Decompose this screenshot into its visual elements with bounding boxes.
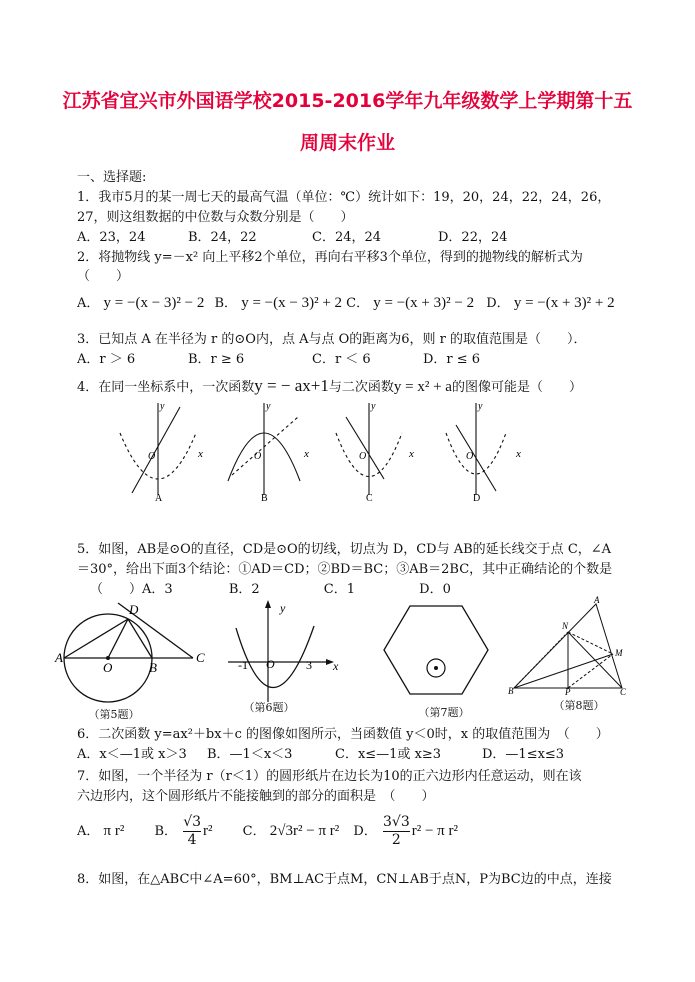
q4-graph-d [446,401,521,504]
q4-origin-label: O [359,451,367,462]
figure-5 [54,602,205,702]
q6-option-a: A．x＜—1或 x＞3 [77,747,187,762]
q2-option-a: y = −(x − 3)² − 2 [103,295,205,311]
q4-origin-label: O [148,451,156,462]
q4-choice-label: D [473,493,481,504]
q4-graph-b [228,401,309,504]
q3-option-a: A．r ＞ 6 [77,352,136,367]
fig6-caption: （第6题） [243,701,295,714]
q6-option-d: D．—1≤x≤3 [482,747,565,762]
q4-choice-label: B [261,493,268,504]
q1-option-a: A．23，24 [77,230,146,245]
fig8-label-b: B [508,686,514,696]
section-heading: 一、选择题: [77,170,147,185]
q7-line2: 六边形内，这个圆形纸片不能接触到的部分的面积是 （ ） [77,789,435,804]
q4-origin-label: O [254,451,262,462]
fig5-label-b: B [149,660,157,675]
fig8-label-c: C [620,687,627,697]
q1-option-b: B．24，22 [188,230,257,245]
q2-option-a-label: A． [77,296,100,311]
q5-answer-paren: （ ） [90,582,143,597]
q7-option-d-fraction [383,814,410,849]
q7-option-a: π r² [103,823,125,839]
fig8-caption: （第8题） [553,699,605,712]
fig5-label-a: A [55,650,63,665]
q4-mid: 与二次函数 [328,380,394,395]
doc-title-line2: 周周末作业 [299,132,395,154]
q3-line1: 3．已知点 A 在半径为 r 的⊙O内，点 A与点 O的距离为6，则 r 的取值范围是（ ）． [77,332,587,347]
q2-option-c: y = −(x + 3)² − 2 [373,295,475,311]
q4-suffix: 的图像可能是（ ） [451,380,582,395]
q2-line1: 2．将抛物线 y=－x² 向上平移2个单位，再向右平移3个单位，得到的抛物线的解析式为 [77,250,583,265]
q2-option-b: y = −(x − 3)² + 2 [241,295,343,311]
q6-line1: 6．二次函数 y=ax²＋bx＋c 的图像如图所示，当函数值 y＜0时，x 的取值范围为 （ ） [77,727,609,742]
q2-option-c-label: C． [346,296,370,311]
q8-line1: 8．如图，在△ABC中∠A=60°，BM⊥AC于点M，CN⊥AB于点N，P为BC边的中点，连接 [77,872,612,887]
q4-graphs [0,395,695,515]
q5-option-d: D．0 [419,582,451,597]
q4-axis-x-label: x [516,448,521,460]
fig5-label-o: O [103,660,113,675]
q5-line2: ＝30°，给出下面3个结论：①AD＝CD；②BD＝BC；③AB＝2BC，其中正确结论的个数是 [77,562,613,577]
q2-line2: （ ） [77,269,130,284]
fig6-label-neg1: -1 [238,658,248,672]
q5-line1: 5．如图，AB是⊙O的直径，CD是⊙O的切线，切点为 D，CD与 AB的延长线交于点 C，∠A [77,542,612,557]
q7-option-b-numerator: √3 [183,814,202,830]
q2-option-d: y = −(x + 3)² + 2 [513,295,615,311]
q1-line1: 1．我市5月的某一周七天的最高气温（单位：℃）统计如下：19，20，24，22，24，26， [77,190,611,205]
q4-axis-x-label: x [304,448,309,460]
q4-graph-c [336,401,414,504]
q4-prefix: 4．在同一坐标系中，一次函数 [77,380,255,395]
q7-option-b-tail: r² [203,823,213,839]
q2-options [77,292,615,312]
q4-axis-x-label: x [198,448,203,460]
q1-line2: 27，则这组数据的中位数与众数分别是（ ） [77,210,354,225]
q7-option-a-label: A． [77,824,100,839]
figure-7 [384,606,488,694]
q4-line1 [77,376,582,396]
q7-line1: 7．如图，一个半径为 r（r＜1）的圆形纸片在边长为10的正六边形内任意运动，则在该 [77,769,582,784]
q7-option-c-label: C． [242,824,266,839]
q3-option-d: D．r ≤ 6 [423,352,481,367]
q7-option-d-tail: r² − π r² [411,823,459,839]
q7-option-d-denominator: 2 [391,832,401,848]
q4-axis-y-label: y [371,401,376,412]
fig6-label-y: y [280,601,286,615]
q4-axis-x-label: x [409,448,414,460]
figure-6 [228,600,339,702]
q7-option-c: 2√3r² − π r² [269,823,340,839]
q2-option-b-label: B． [214,296,238,311]
q4-quadratic-expr: y = x² + a [393,379,452,395]
q5-option-b: B．2 [228,582,260,597]
q3-option-b: B．r ≥ 6 [188,352,245,367]
q5-option-c: C．1 [323,582,356,597]
figure-8 [514,604,622,688]
fig8-label-a: A [594,595,600,605]
q4-axis-y-label: y [266,401,271,412]
q3-option-c: C．r ＜ 6 [312,352,371,367]
q1-option-d: D．22，24 [438,230,508,245]
fig6-label-3: 3 [306,658,312,672]
fig8-label-p: P [565,687,571,697]
fig6-label-x: x [333,659,339,673]
q7-option-b-fraction [183,814,201,849]
q2-option-d-label: D． [486,296,510,311]
q7-option-d-numerator: 3√3 [382,814,410,830]
q4-axis-y-label: y [478,401,483,412]
q4-graph-a [120,401,203,504]
fig8-label-n: N [562,621,569,631]
fig8-label-m: M [615,648,623,658]
fig7-caption: （第7题） [418,706,470,719]
q7-option-d-label: D． [353,824,377,839]
q4-choice-label: A [155,493,163,504]
q5-option-a: A．3 [142,582,173,597]
fig6-label-o: O [266,657,275,671]
q4-axis-y-label: y [160,401,165,412]
q7-option-b-label: B． [154,824,178,839]
q5-line3 [90,578,451,597]
q7-option-b-denominator: 4 [187,832,197,848]
fig5-caption: （第5题） [88,708,140,721]
q6-option-c: C．x≤—1或 x≥3 [335,747,442,762]
fig5-label-c: C [196,650,205,665]
q4-linear-expr: y = − ax+1 [254,376,329,395]
q7-options [77,814,458,849]
fig5-label-d: D [129,602,139,617]
q4-origin-label: O [466,451,474,462]
q4-choice-label: C [366,493,373,504]
doc-title-line1: 江苏省宜兴市外国语学校2015-2016学年九年级数学上学期第十五 [62,90,633,112]
q6-option-b: B．—1＜x＜3 [207,747,293,762]
q1-option-c: C．24，24 [312,230,382,245]
